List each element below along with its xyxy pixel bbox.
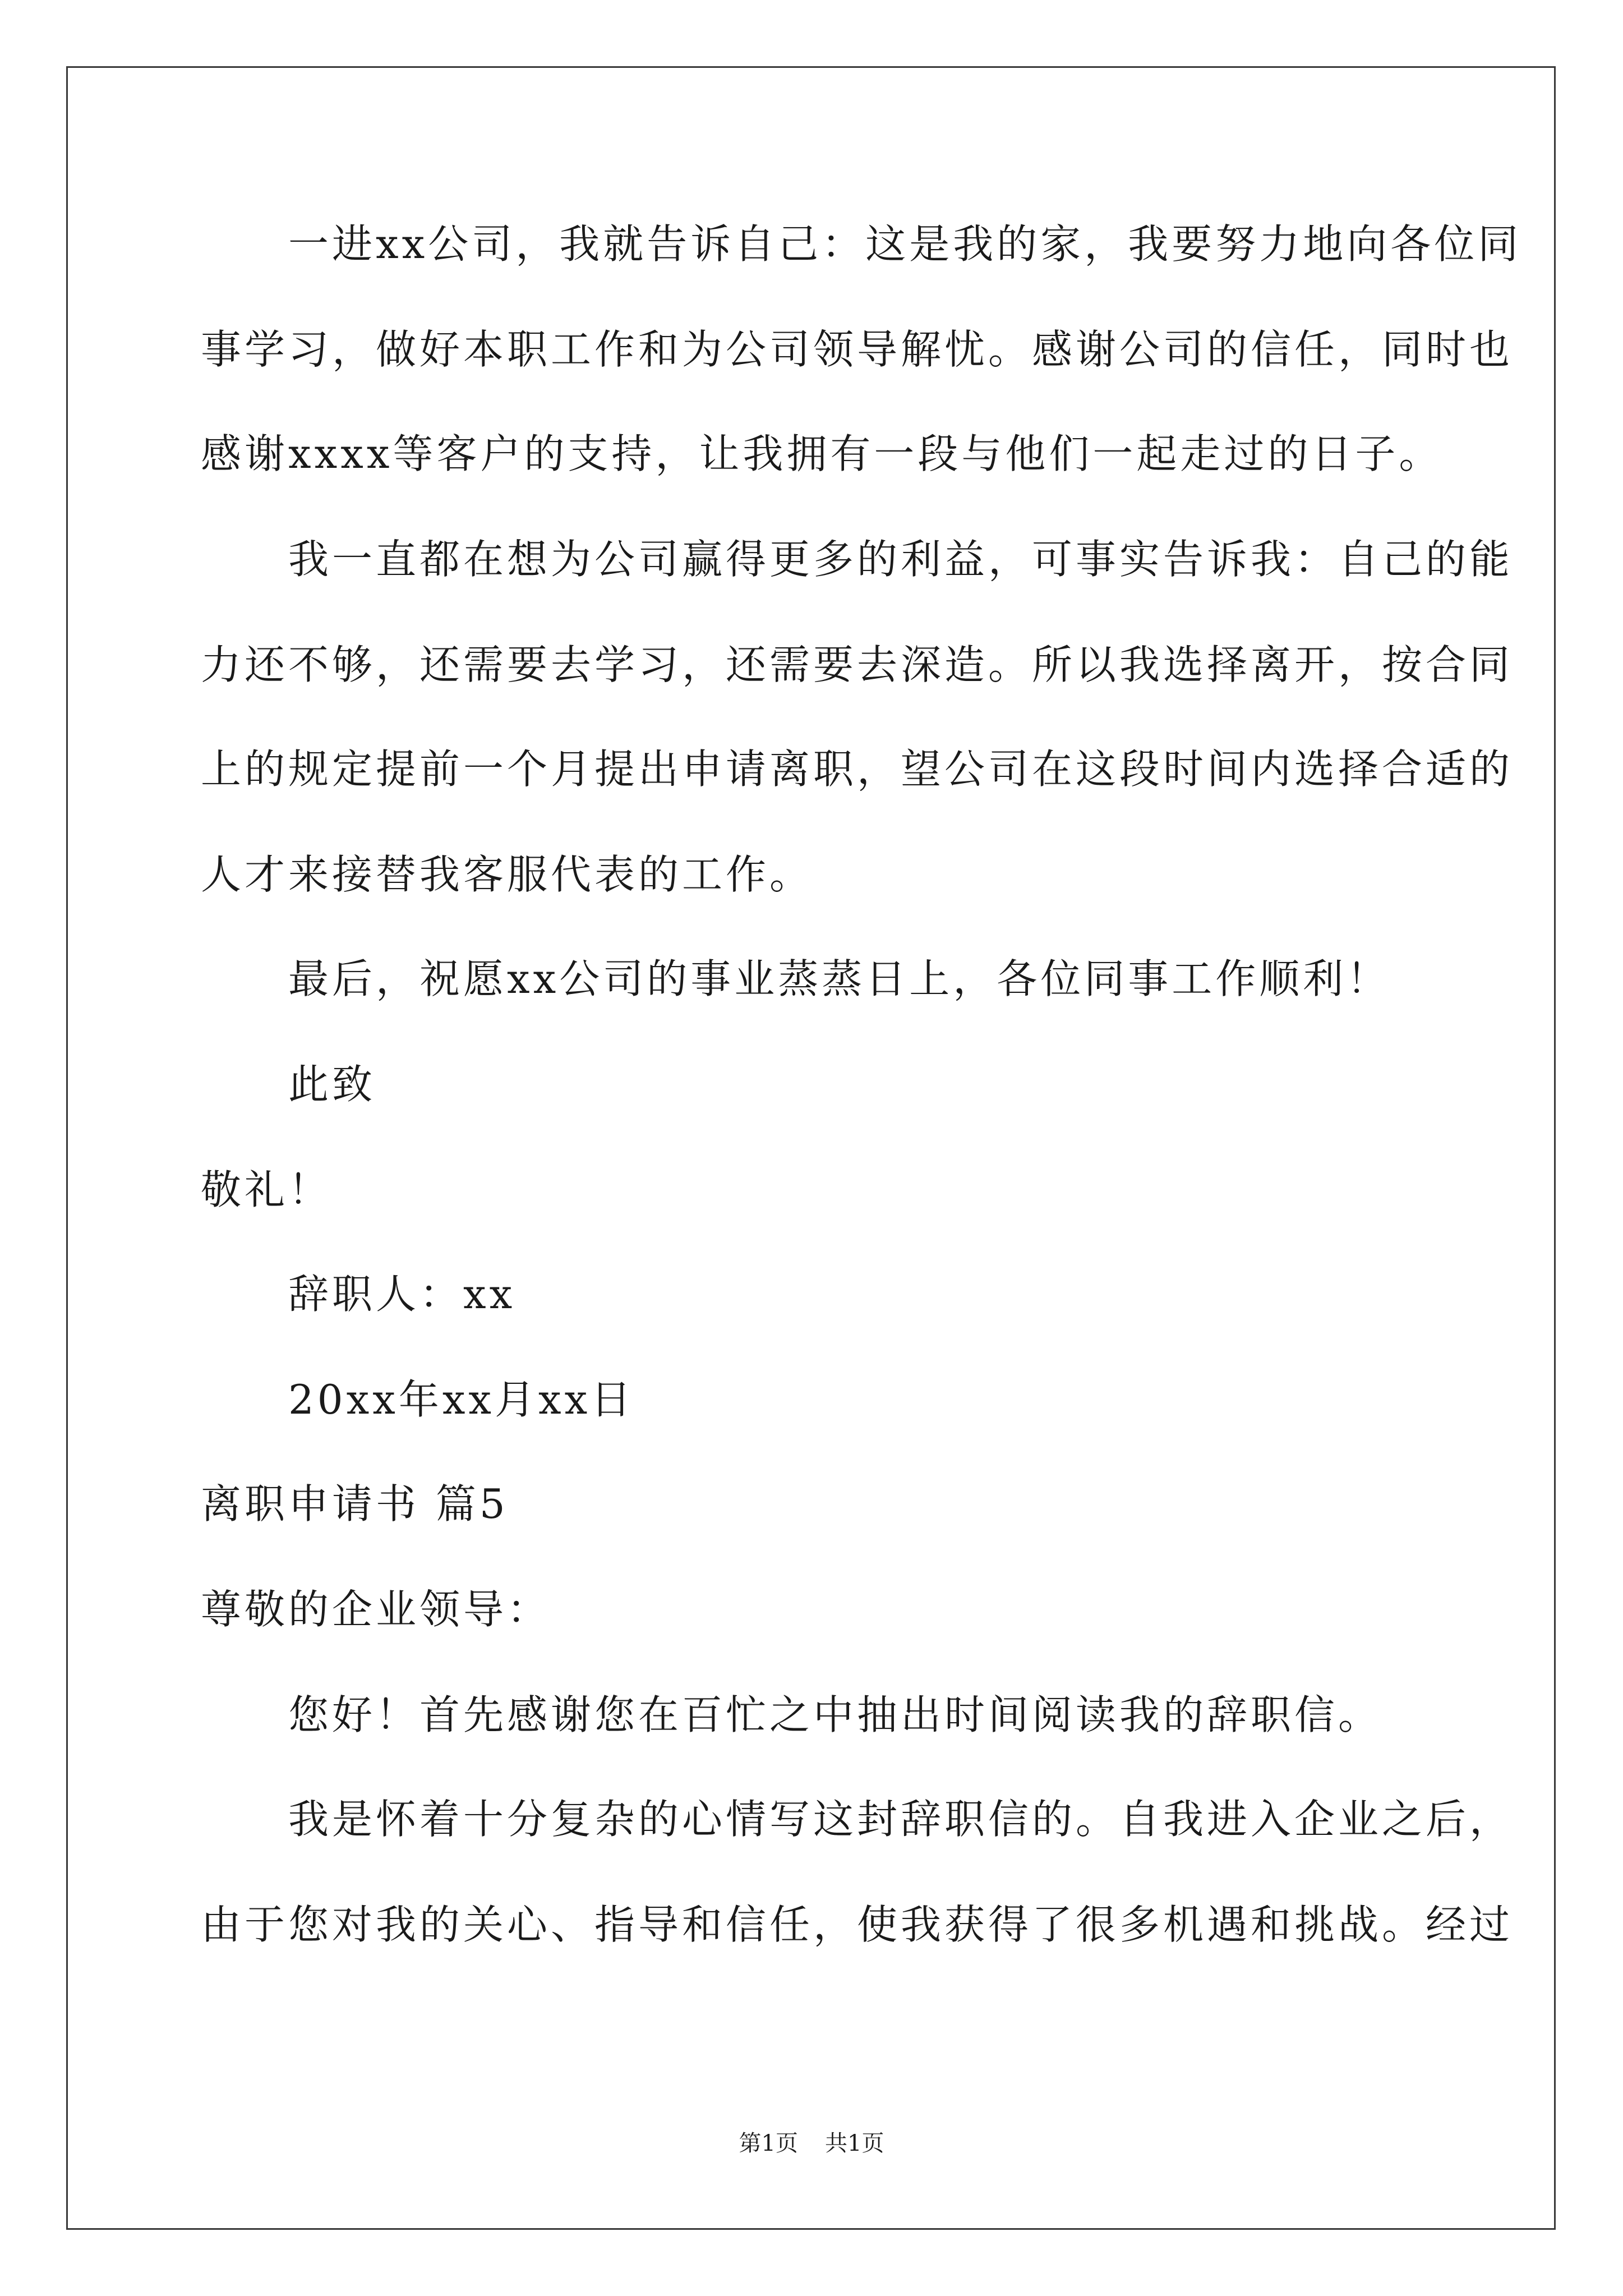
signature-line: 辞职人：xx: [201, 1271, 516, 1318]
page-number: 第1页: [739, 2131, 798, 2156]
paragraph-line: 事学习，做好本职工作和为公司领导解忧。感谢公司的信任，同时也: [201, 326, 1514, 373]
paragraph-line: 一进xx公司，我就告诉自己：这是我的家，我要努力地向各位同: [201, 220, 1522, 268]
paragraph-line: 由于您对我的关心、指导和信任，使我获得了很多机遇和挑战。经过: [201, 1901, 1514, 1948]
paragraph-line: 我是怀着十分复杂的心情写这封辞职信的。自我进入企业之后，: [201, 1796, 1514, 1843]
paragraph-line: 我一直都在想为公司赢得更多的利益，可事实告诉我：自己的能: [201, 536, 1514, 583]
closing-line: 敬礼！: [201, 1166, 333, 1213]
paragraph-line: 上的规定提前一个月提出申请离职，望公司在这段时间内选择合适的: [201, 746, 1514, 793]
page-total: 共1页: [825, 2131, 884, 2156]
paragraph-line: 最后，祝愿xx公司的事业蒸蒸日上，各位同事工作顺利！: [201, 955, 1391, 1002]
paragraph-line: 力还不够，还需要去学习，还需要去深造。所以我选择离开，按合同: [201, 641, 1514, 688]
section-heading: 离职申请书 篇5: [201, 1480, 509, 1527]
greeting-line: 尊敬的企业领导：: [201, 1586, 551, 1633]
salutation-line: 此致: [201, 1061, 376, 1108]
paragraph-line: 感谢xxxx等客户的支持，让我拥有一段与他们一起走过的日子。: [201, 430, 1443, 477]
paragraph-line: 人才来接替我客服代表的工作。: [201, 851, 814, 898]
date-line: 20xx年xx月xx日: [201, 1376, 635, 1423]
page-footer: [0, 2129, 1623, 2157]
paragraph-line: 您好！首先感谢您在百忙之中抽出时间阅读我的辞职信。: [201, 1691, 1382, 1738]
